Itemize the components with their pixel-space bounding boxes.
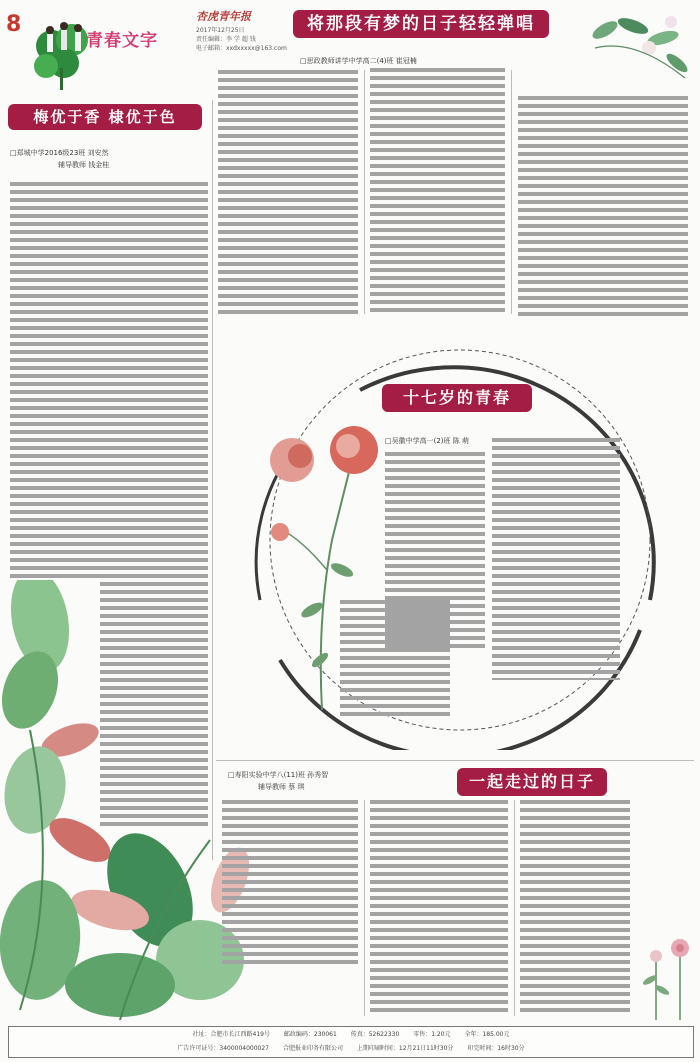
footer-printer: 合肥报业印务有限公司 <box>282 1045 343 1052</box>
footer-fax: 传真：52622330 <box>350 1031 400 1038</box>
article-1-byline: □思政教师讲学中学高二(4)班 崔冠楠 <box>300 57 417 65</box>
header-info <box>196 26 287 53</box>
footer-print-start: 上期印刷时间：12月21日11时30分 <box>356 1045 454 1052</box>
footer-row-2 <box>9 1042 693 1056</box>
article-4-byline: □寿阳实验中学八(11)班 孙秀智 <box>228 771 329 779</box>
footer-postcode: 邮政编码：230061 <box>283 1031 337 1038</box>
article-3-title: 十七岁的青春 <box>382 384 532 412</box>
flower-sprig-corner <box>636 930 696 1022</box>
column-rule <box>514 800 515 1016</box>
article-4-text-col-2 <box>370 800 508 1016</box>
footer <box>8 1026 694 1058</box>
flower-sprig-corner <box>585 8 695 83</box>
column-rule <box>511 70 512 314</box>
editor-line: 责任编辑：李 学 超 钱 <box>196 36 256 43</box>
section-rule <box>216 760 694 761</box>
article-1-text-col-2 <box>370 68 505 316</box>
leaf-border-illustration <box>0 580 250 1020</box>
footer-row-1 <box>9 1028 693 1042</box>
article-1-title: 将那段有梦的日子轻轻弹唱 <box>293 10 549 38</box>
article-4-text-col-1 <box>222 800 358 964</box>
article-1-text-col-3 <box>518 96 688 316</box>
footer-address: 社址：合肥市长江西路419号 <box>192 1031 270 1038</box>
footer-retail-price: 零售：1.20元 <box>413 1031 451 1038</box>
article-4-title: 一起走过的日子 <box>457 768 607 796</box>
article-3-text-col-2 <box>492 438 620 680</box>
article-2-byline: □郑城中学2016级23班 刘安然 <box>10 149 109 157</box>
column-rule <box>364 70 365 314</box>
article-2-title: 梅优于香 棣优于色 <box>8 104 202 130</box>
article-4-teacher: 辅导教师 蔡 琪 <box>258 783 305 791</box>
section-title: 青春文字 <box>86 31 158 51</box>
footer-annual-price: 全年：185.00元 <box>464 1031 510 1038</box>
article-2-teacher: 辅导教师 钱金桂 <box>58 161 110 169</box>
article-3-byline: □吴徽中学高一(2)班 陈 萌 <box>385 437 469 445</box>
article-2-text-main <box>10 182 208 578</box>
article-1-text-col-1 <box>218 70 358 314</box>
masthead-name: 杏虎青年报 <box>196 10 251 23</box>
footer-ad-license: 广告许可证号：3400004000027 <box>177 1045 270 1052</box>
email-line: 电子邮箱：xxdxxxxx@163.com <box>196 45 287 52</box>
article-3-text-col-3 <box>340 600 450 718</box>
article-4-text-col-3 <box>520 800 630 1016</box>
page-number: 8 <box>6 12 22 37</box>
footer-print-end: 印完时间：16时30分 <box>467 1045 525 1052</box>
column-rule <box>364 800 365 1016</box>
issue-date: 2017年12月25日 <box>196 27 245 34</box>
